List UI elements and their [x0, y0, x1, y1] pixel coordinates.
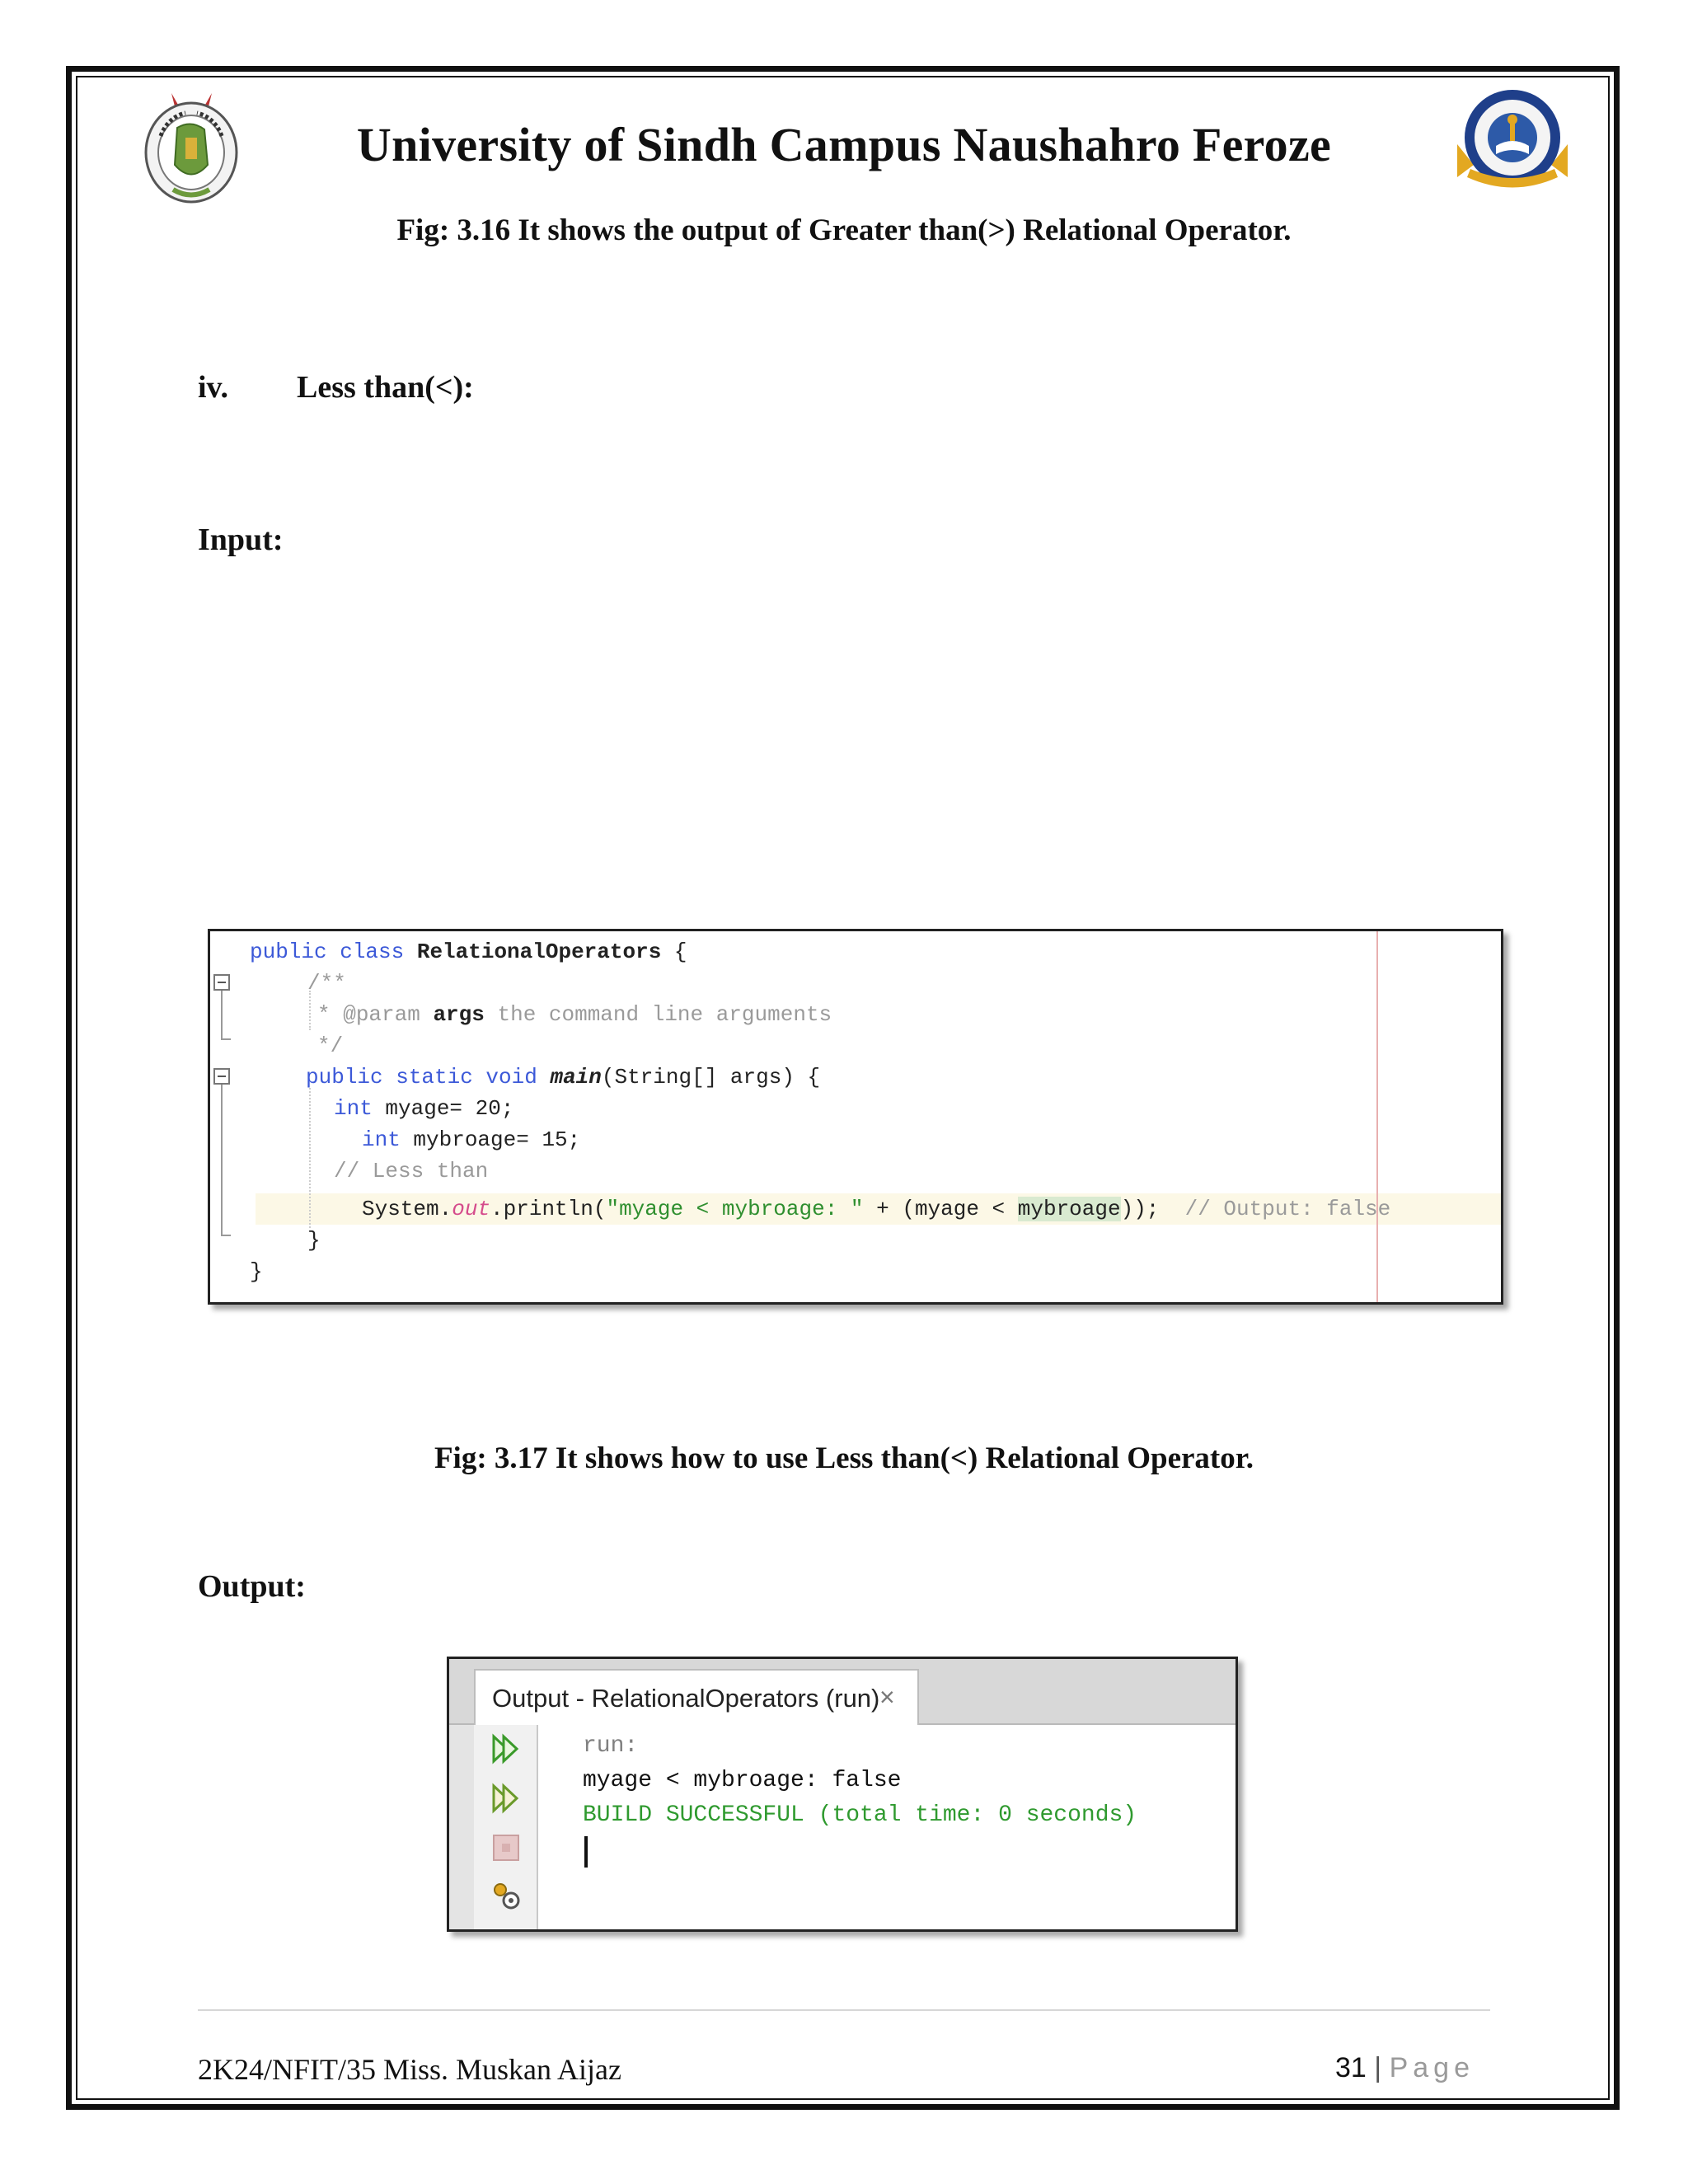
- output-tab-label: Output - RelationalOperators (run): [492, 1684, 880, 1713]
- code-line-class: [250, 936, 687, 968]
- page-word: Page: [1389, 2052, 1475, 2083]
- rerun-with-params-icon[interactable]: [489, 1781, 523, 1816]
- footer-author: 2K24/NFIT/35 Miss. Muskan Aijaz: [198, 2053, 622, 2086]
- code-token: main: [550, 1065, 602, 1090]
- university-title: University of Sindh Campus Naushahro Feroze: [356, 118, 1332, 171]
- page-separator: |: [1374, 2052, 1382, 2083]
- section-numeral: iv.: [198, 370, 228, 405]
- code-token: // Output: false: [1184, 1197, 1391, 1221]
- code-token: {: [673, 940, 687, 964]
- code-line-close-method: }: [307, 1228, 321, 1253]
- code-token: RelationalOperators: [416, 940, 662, 964]
- page-number: 31: [1335, 2052, 1367, 2083]
- code-line-doc-param: [317, 999, 832, 1030]
- output-line-run: run:: [583, 1733, 639, 1759]
- code-line-myage: [334, 1093, 513, 1124]
- output-line-result: myage < mybroage: false: [583, 1768, 902, 1793]
- code-token: public static void: [306, 1065, 537, 1090]
- code-line-doc-start: /**: [307, 971, 346, 996]
- input-figure-caption: Fig: 3.17 It shows how to use Less than(<) Relational Operator.: [434, 1441, 1254, 1475]
- footer-page-number: [1335, 2052, 1475, 2084]
- code-token: int: [334, 1096, 373, 1121]
- fold-end: [221, 1038, 231, 1040]
- code-token: public class: [250, 940, 405, 964]
- input-label: Input:: [198, 523, 284, 557]
- code-token: (String[] args) {: [601, 1065, 821, 1090]
- code-token: mybroage= 15;: [413, 1127, 581, 1152]
- fold-toggle-comment-icon[interactable]: [213, 974, 230, 991]
- code-token: myage= 20;: [385, 1096, 514, 1121]
- code-line-close-class: }: [250, 1259, 263, 1284]
- code-token: args: [433, 1002, 485, 1027]
- code-token: the command line arguments: [497, 1002, 832, 1027]
- code-token: "myage < mybroage: ": [606, 1197, 864, 1221]
- previous-figure-caption: Fig: 3.16 It shows the output of Greater than(>) Relational Operator.: [396, 213, 1292, 247]
- fold-end: [221, 1235, 231, 1236]
- rerun-icon[interactable]: [489, 1732, 523, 1766]
- output-tab[interactable]: [474, 1669, 919, 1725]
- section-title: Less than(<):: [297, 370, 474, 405]
- text-cursor: [584, 1836, 588, 1868]
- footer-divider: [198, 2009, 1490, 2011]
- code-line-mybroage: [362, 1124, 580, 1155]
- code-token: mybroage: [1017, 1197, 1121, 1221]
- output-toolbar: [474, 1725, 538, 1932]
- fold-toggle-method-icon[interactable]: [213, 1068, 230, 1085]
- code-token: .println(: [490, 1197, 607, 1221]
- output-window-screenshot: [447, 1657, 1238, 1932]
- code-token: *: [317, 1002, 331, 1027]
- code-token: ));: [1120, 1197, 1160, 1221]
- code-editor-screenshot: [208, 929, 1503, 1305]
- stop-icon[interactable]: [489, 1830, 523, 1865]
- output-tab-bar: [449, 1659, 1236, 1725]
- code-token: + (myage <: [863, 1197, 1018, 1221]
- close-icon[interactable]: ×: [879, 1682, 895, 1712]
- code-line-println: [362, 1193, 1390, 1225]
- right-margin-guide: [1376, 931, 1378, 1302]
- code-token: out: [452, 1197, 491, 1221]
- output-label: Output:: [198, 1569, 306, 1604]
- code-line-doc-end: */: [317, 1033, 344, 1058]
- code-line-comment: // Less than: [334, 1159, 489, 1183]
- current-line-highlight-right: [1378, 1193, 1503, 1225]
- code-token: System.: [362, 1197, 452, 1221]
- code-token: @param: [343, 1002, 420, 1027]
- fold-line: [221, 1085, 223, 1235]
- code-line-main: [306, 1062, 820, 1093]
- settings-icon[interactable]: [489, 1878, 523, 1913]
- code-token: int: [362, 1127, 401, 1152]
- output-line-build: BUILD SUCCESSFUL (total time: 0 seconds): [583, 1802, 1137, 1828]
- indent-guide: [309, 1088, 311, 1228]
- fold-line: [221, 991, 223, 1038]
